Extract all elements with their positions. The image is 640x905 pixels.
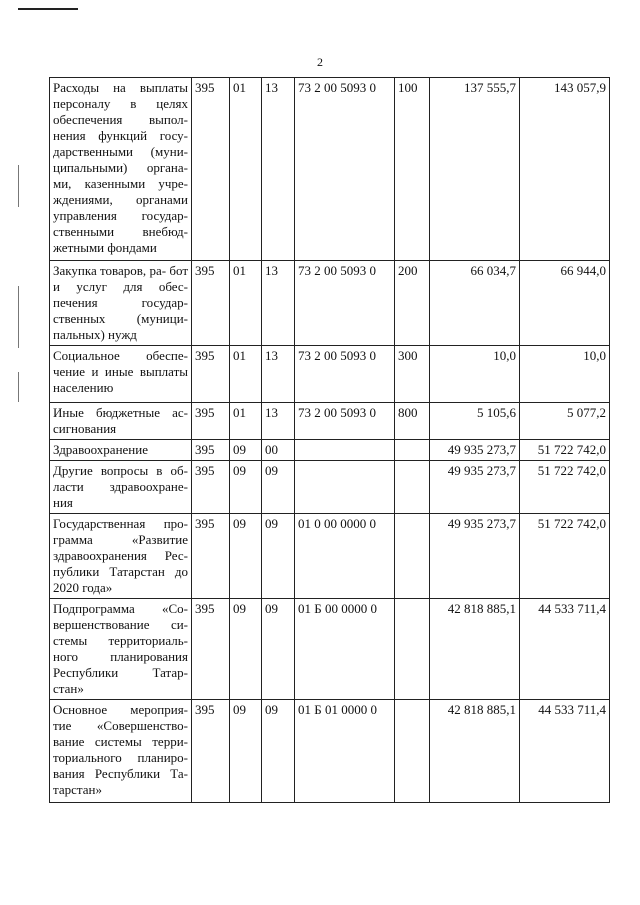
table-row <box>50 440 610 461</box>
cell-vr: 800 <box>395 403 430 440</box>
table-row <box>50 261 610 346</box>
row-name: Социальное обеспе- чение и иные выплаты населению <box>50 346 192 403</box>
cell-csr: 73 2 00 5093 0 <box>295 261 395 346</box>
cell-sum-1: 10,0 <box>430 346 520 403</box>
cell-vr: 300 <box>395 346 430 403</box>
cell-csr: 73 2 00 5093 0 <box>295 403 395 440</box>
cell-sum-2: 51 722 742,0 <box>520 440 610 461</box>
cell-sum-1: 49 935 273,7 <box>430 461 520 514</box>
cell-rz: 09 <box>230 514 262 599</box>
cell-sum-2: 66 944,0 <box>520 261 610 346</box>
table-row <box>50 403 610 440</box>
cell-vr <box>395 700 430 803</box>
row-name: Подпрограмма «Со- вершенствование си- стемы территориаль- ного планирования Республики Татар- стан» <box>50 599 192 700</box>
cell-sum-1: 42 818 885,1 <box>430 599 520 700</box>
cell-sum-1: 5 105,6 <box>430 403 520 440</box>
row-name: Иные бюджетные ас- сигнования <box>50 403 192 440</box>
cell-sum-2: 44 533 711,4 <box>520 599 610 700</box>
cell-vr <box>395 440 430 461</box>
cell-sum-2: 51 722 742,0 <box>520 514 610 599</box>
page-number: 2 <box>317 55 323 69</box>
table-row <box>50 599 610 700</box>
cell-rz: 01 <box>230 261 262 346</box>
cell-ved: 395 <box>192 461 230 514</box>
cell-vr: 100 <box>395 78 430 261</box>
table-row <box>50 346 610 403</box>
cell-pr: 09 <box>262 700 295 803</box>
top-rule <box>18 8 78 10</box>
cell-sum-2: 5 077,2 <box>520 403 610 440</box>
cell-csr: 01 Б 00 0000 0 <box>295 599 395 700</box>
cell-ved: 395 <box>192 261 230 346</box>
cell-pr: 09 <box>262 461 295 514</box>
cell-rz: 09 <box>230 440 262 461</box>
cell-pr: 13 <box>262 261 295 346</box>
cell-rz: 01 <box>230 346 262 403</box>
cell-ved: 395 <box>192 599 230 700</box>
row-name: Здравоохранение <box>50 440 192 461</box>
cell-ved: 395 <box>192 78 230 261</box>
row-name: Закупка товаров, ра- бот и услуг для обес- печения государ- ственных (муници- пальных) нужд <box>50 261 192 346</box>
cell-csr: 73 2 00 5093 0 <box>295 78 395 261</box>
cell-ved: 395 <box>192 700 230 803</box>
cell-csr: 01 Б 01 0000 0 <box>295 700 395 803</box>
cell-sum-2: 51 722 742,0 <box>520 461 610 514</box>
cell-sum-1: 49 935 273,7 <box>430 514 520 599</box>
cell-vr: 200 <box>395 261 430 346</box>
margin-mark <box>18 165 19 207</box>
budget-table <box>49 77 610 803</box>
cell-rz: 09 <box>230 461 262 514</box>
cell-ved: 395 <box>192 440 230 461</box>
row-name: Расходы на выплаты персоналу в целях обеспечения выпол- нения функций госу- дарственными (муни- ципальными) органа- ми, казенными учре- ждениями, органами управления государ- ственными внебюд- жетными фондами <box>50 78 192 261</box>
cell-csr <box>295 440 395 461</box>
cell-sum-1: 66 034,7 <box>430 261 520 346</box>
table-row <box>50 461 610 514</box>
cell-ved: 395 <box>192 514 230 599</box>
cell-csr: 01 0 00 0000 0 <box>295 514 395 599</box>
cell-sum-2: 10,0 <box>520 346 610 403</box>
cell-ved: 395 <box>192 346 230 403</box>
row-name: Другие вопросы в об- ласти здравоохране- ния <box>50 461 192 514</box>
table-row <box>50 700 610 803</box>
cell-csr <box>295 461 395 514</box>
table-row <box>50 78 610 261</box>
cell-rz: 01 <box>230 78 262 261</box>
cell-pr: 13 <box>262 346 295 403</box>
margin-mark <box>18 372 19 402</box>
cell-sum-2: 44 533 711,4 <box>520 700 610 803</box>
cell-sum-2: 143 057,9 <box>520 78 610 261</box>
cell-rz: 09 <box>230 599 262 700</box>
cell-pr: 13 <box>262 403 295 440</box>
cell-pr: 09 <box>262 599 295 700</box>
cell-sum-1: 49 935 273,7 <box>430 440 520 461</box>
cell-csr: 73 2 00 5093 0 <box>295 346 395 403</box>
cell-sum-1: 42 818 885,1 <box>430 700 520 803</box>
cell-sum-1: 137 555,7 <box>430 78 520 261</box>
margin-mark <box>18 286 19 348</box>
row-name: Государственная про- грамма «Развитие здравоохранения Рес- публики Татарстан до 2020 года» <box>50 514 192 599</box>
cell-pr: 09 <box>262 514 295 599</box>
cell-pr: 13 <box>262 78 295 261</box>
cell-ved: 395 <box>192 403 230 440</box>
cell-vr <box>395 514 430 599</box>
cell-vr <box>395 461 430 514</box>
cell-pr: 00 <box>262 440 295 461</box>
cell-vr <box>395 599 430 700</box>
row-name: Основное мероприя- тие «Совершенство- вание системы терри- ториального планиро- вания Республики Та- тарстан» <box>50 700 192 803</box>
cell-rz: 09 <box>230 700 262 803</box>
table-row <box>50 514 610 599</box>
cell-rz: 01 <box>230 403 262 440</box>
